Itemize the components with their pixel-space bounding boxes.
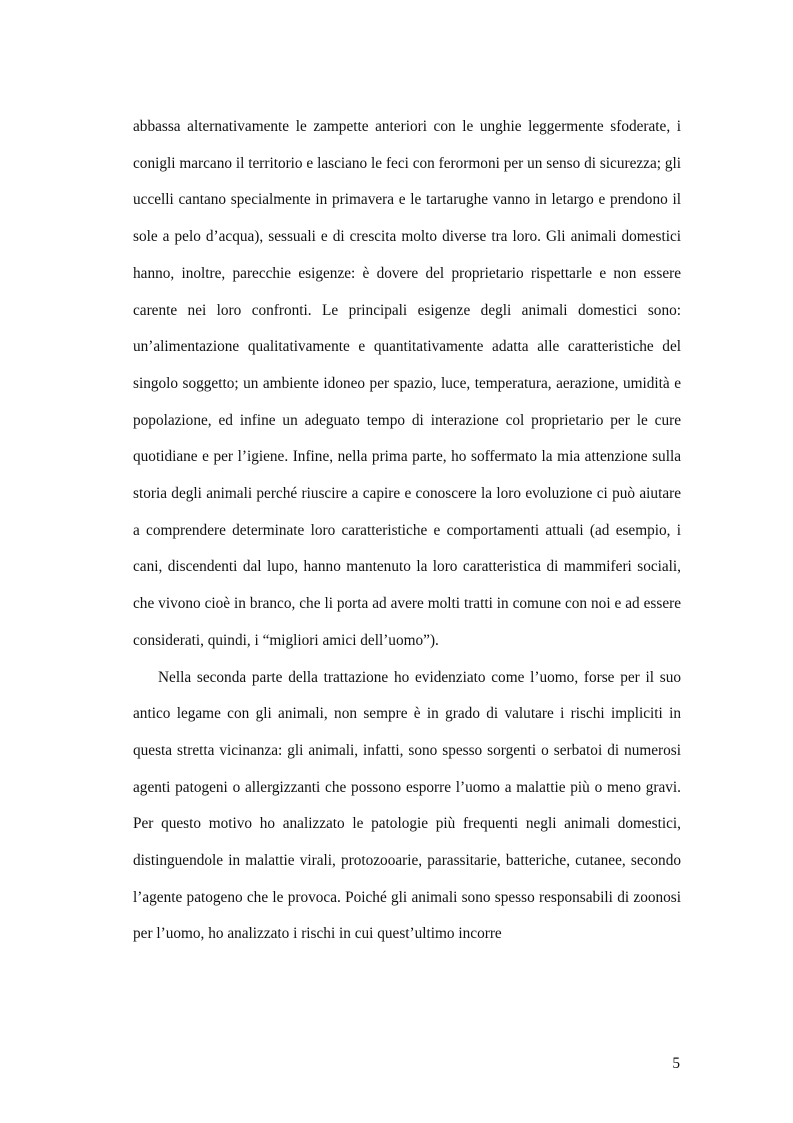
body-text	[133, 109, 681, 953]
paragraph-second-part: Nella seconda parte della trattazione ho evidenziato come l’uomo, forse per il suo antico legame con gli animali, non sempre è in grado di valutare i rischi impliciti in questa stretta vicinanza: gli animali, infatti, sono spesso sorgenti o serbatoi di numerosi agenti patogeni o allergizzanti che possono esporre l’uomo a malattie più o meno gravi. Per questo motivo ho analizzato le patologie più frequenti negli animali domestici, distinguendole in malattie virali, protozooarie, parassitarie, batteriche, cutanee, secondo l’agente patogeno che le provoca. Poiché gli animali sono spesso responsabili di zoonosi per l’uomo, ho analizzato i rischi in cui quest’ultimo incorre	[133, 668, 681, 943]
page-number: 5	[672, 1055, 680, 1072]
paragraph-continuation: abbassa alternativamente le zampette anteriori con le unghie leggermente sfoderate, i conigli marcano il territorio e lasciano le feci con ferormoni per un senso di sicurezza; gli uccelli cantano specialmente in primavera e le tartarughe vanno in letargo e prendono il sole a pelo d’acqua), sessuali e di crescita molto diverse tra loro. Gli animali domestici hanno, inoltre, parecchie esigenze: è dovere del proprietario rispettarle e non essere carente nei loro confronti. Le principali esigenze degli animali domestici sono: un’alimentazione qualitativamente e quantitativamente adatta alle caratteristiche del singolo soggetto; un ambiente idoneo per spazio, luce, temperatura, aerazione, umidità e popolazione, ed infine un adeguato tempo di interazione col proprietario per le cure quotidiane e per l’igiene. Infine, nella prima parte, ho soffermato la mia attenzione sulla storia degli animali perché riuscire a capire e conoscere la loro evoluzione ci può aiutare a comprendere determinate loro caratteristiche e comportamenti attuali (ad esempio, i cani, discendenti dal lupo, hanno mantenuto la loro caratteristica di mammiferi sociali, che vivono cioè in branco, che li porta ad avere molti tratti in comune con noi e ad essere considerati, quindi, i “migliori amici dell’uomo”).	[133, 118, 681, 649]
